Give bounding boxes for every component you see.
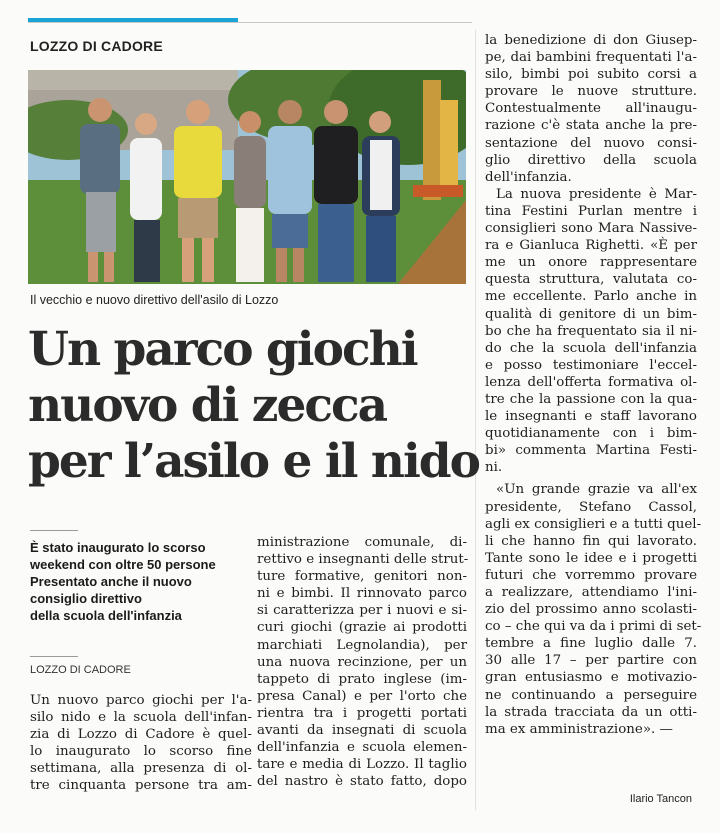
text-line: la benedizione di don Giusep- — [485, 33, 697, 48]
group-photo-illustration — [28, 70, 466, 284]
text-line: tre cinquanta persone tra am- — [30, 778, 252, 794]
text-line: pe, dai bambini frequentati l'a- — [485, 50, 697, 66]
text-line: tre che la passione con la qua- — [485, 391, 697, 407]
summary-line: della scuola dell'infanzia — [30, 608, 182, 623]
summary-line: Presentato anche il nuovo — [30, 574, 192, 589]
article-column-1 — [30, 692, 252, 795]
text-line: bo che ha frequentato sia il ni- — [485, 323, 697, 339]
headline — [28, 322, 478, 490]
text-line: razione c'è stata anche la pre- — [485, 118, 697, 134]
text-line: silo nido e la scuola dell'infan- — [30, 710, 252, 726]
text-line: «Un grande grazie va all'ex — [496, 482, 697, 498]
group-photo — [28, 70, 466, 284]
photo-caption: Il vecchio e nuovo direttivo dell'asilo di Lozzo — [30, 293, 279, 307]
text-line: marchiati Legnolandia), per — [257, 637, 467, 653]
text-line: Tante sono le idee e i progetti — [485, 550, 697, 566]
text-line: avanti da insegnati di scuola — [257, 723, 467, 739]
text-line: sentazione del nuovo consi- — [485, 135, 697, 151]
person-7 — [362, 111, 400, 282]
text-line: le insegnanti e staff lavorano — [485, 409, 697, 425]
text-line: lo inaugurato lo scorso fine — [30, 744, 252, 760]
text-line: del nastro è stato fatto, dopo — [257, 774, 467, 790]
text-line: consiglieri sono Mara Nassive- — [485, 221, 697, 237]
text-line: 30 alle 17 – per partire con — [485, 653, 697, 669]
text-line: tembre a fine luglio dalle 7. — [485, 636, 697, 652]
text-line: me eccellente. Parlo anche in — [485, 289, 697, 305]
text-line: ra e Gianluca Righetti. «È per — [485, 238, 697, 254]
summary-line: È stato inaugurato lo scorso — [30, 540, 206, 555]
text-line: ture formative, genitori non- — [257, 569, 467, 585]
text-line: me un onore rappresentare — [485, 255, 697, 271]
article-column-2 — [257, 534, 467, 790]
text-line: settimana, alla presenza di ol- — [30, 761, 252, 777]
text-line: provare le nuove strutture. — [485, 84, 697, 100]
text-line: ni e bimbi. Il rinnovato parco — [257, 586, 467, 602]
text-line: tare e media di Lozzo. Il taglio — [257, 757, 467, 773]
text-line: qualità di genitore di un bim- — [485, 306, 697, 322]
headline-line: nuovo di zecca — [28, 378, 387, 433]
text-line: Contestualmente all'inaugu- — [485, 101, 697, 117]
text-line: ma ex amministrazione». — — [485, 721, 673, 737]
text-line: dell'infanzia e scuola elemen- — [257, 740, 467, 756]
summary — [30, 539, 250, 624]
text-line: do che la scuola dell'infanzia — [485, 340, 697, 356]
text-line: la strada tracciata da un otti- — [485, 704, 697, 720]
text-line: rientra tra i progetti portati — [257, 705, 467, 721]
dateline-rule — [30, 656, 78, 657]
author-signature: Ilario Tancon — [629, 793, 692, 805]
text-line: presa Canal) e per l'orto che — [257, 688, 467, 704]
text-line: ni. — [485, 460, 503, 476]
text-line: e posso testimoniare l'eccel- — [485, 357, 697, 373]
text-line: presidente, Stefano Cassol, — [485, 499, 697, 515]
article-column-3 — [485, 32, 702, 738]
text-line: lenza dell'offerta formativa ol- — [485, 374, 697, 390]
summary-rule — [30, 530, 78, 531]
text-line: rettivo e insegnanti delle strut- — [257, 552, 469, 568]
text-line: una nuova recinzione, per un — [257, 654, 467, 670]
top-rule — [28, 22, 472, 23]
text-line: glio direttivo della scuola — [485, 152, 697, 168]
text-line: silo, bimbi poi subito corsi a — [485, 67, 697, 83]
headline-line: per l’asilo e il nido — [28, 434, 480, 489]
dateline: LOZZO DI CADORE — [30, 664, 131, 676]
text-line: zia di Lozzo di Cadore è quel- — [30, 727, 252, 743]
text-line: quotidianamente con i bim- — [485, 426, 697, 442]
headline-line: Un parco giochi — [28, 322, 417, 377]
text-line: Un nuovo parco giochi per l'a- — [30, 693, 252, 708]
text-line: ne continuando a perseguire — [485, 687, 697, 703]
text-line: questa struttura, valutata co- — [485, 272, 697, 288]
person-6 — [314, 100, 358, 282]
text-line: ministrazione comunale, di- — [257, 535, 467, 550]
text-line: curi giochi (grazie ai prodotti — [257, 620, 467, 636]
text-line: futuri che vorremmo provare — [485, 567, 697, 583]
text-line: agli ex consiglieri e a tutti quel- — [485, 516, 702, 532]
text-line: a realizzare, attendiamo l'ini- — [485, 585, 697, 600]
text-line: si caratterizza per i nuovi e si- — [257, 603, 467, 619]
text-line: zio del prossimo anno scolasti- — [485, 602, 697, 618]
text-line: tappeto di prato inglese (im- — [257, 671, 467, 687]
text-line: bi» commenta Martina Festi- — [485, 443, 697, 459]
text-line: tina Festini Purlan mentre i — [485, 203, 697, 219]
summary-line: weekend con oltre 50 persone — [30, 557, 216, 572]
text-line: co – che qui va da i primi di set- — [485, 619, 702, 635]
summary-line: consiglio direttivo — [30, 591, 142, 606]
text-line: dell'infanzia. — [485, 169, 572, 185]
text-line: li che hanno fin qui lavorato. — [485, 533, 697, 549]
text-line: gran entusiasmo e motivazio- — [485, 670, 697, 686]
text-line: La nuova presidente è Mar- — [496, 186, 697, 202]
section-label: LOZZO DI CADORE — [30, 38, 163, 54]
